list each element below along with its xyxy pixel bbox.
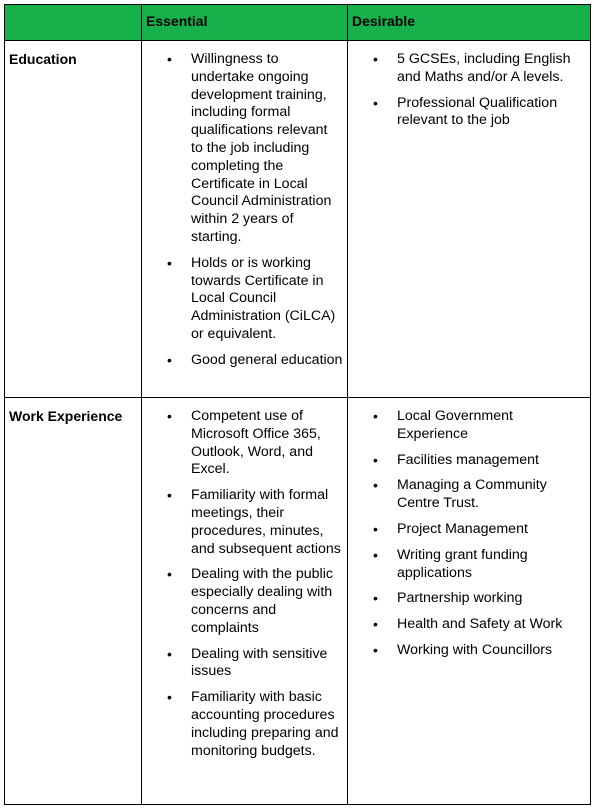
list-item [352,642,586,660]
bullet-icon: • [167,254,172,271]
list-item [352,408,586,444]
desirable-cell [348,398,591,805]
header-essential: Essential [142,5,348,41]
list-item-text: 5 GCSEs, including English and Maths and/or A levels. [397,51,571,85]
list-item [352,51,586,87]
row-work-experience [5,398,591,805]
list-item [146,255,343,344]
bullet-icon: • [167,408,172,424]
list-item-text: Managing a Community Centre Trust. [397,477,547,512]
header-desirable: Desirable [348,5,591,41]
list-item-text: Good general education [191,351,343,368]
list-item [352,452,586,470]
bullet-icon: • [373,546,378,563]
list-item-text: Health and Safety at Work [397,616,563,633]
list-item-text: Familiarity with basic accounting procedures including preparing and monitoring budgets. [191,689,339,759]
list-item [352,547,586,583]
person-specification-table [4,4,591,805]
list-item [352,521,586,539]
bullet-icon: • [373,451,378,468]
list-item-text: Holds or is working towards Certificate in Local Council Administration (CiLCA) or equivalent. [191,254,336,342]
list-item-text: Willingness to undertake ongoing development training, including formal qualifications relevant to the job including completing the Certificate in Local Council Administration within 2 years of starting. [191,51,332,245]
row-label: Work Experience [5,398,142,805]
bullet-icon: • [167,487,172,504]
list-item-text: Facilities management [397,451,539,468]
list-item-text: Working with Councillors [397,641,553,658]
list-item-text: Dealing with the public especially dealing with concerns and complaints [191,566,333,636]
list-item [352,477,586,513]
bullet-icon: • [373,477,378,494]
essential-list [146,51,343,370]
list-item [146,566,343,637]
list-item-text: Local Government Experience [397,408,513,442]
list-item [146,352,343,370]
bullet-icon: • [167,689,172,706]
list-item [146,408,343,479]
bullet-icon: • [373,408,378,424]
desirable-list [352,51,586,130]
essential-list [146,408,343,760]
list-item-text: Dealing with sensitive issues [191,645,328,680]
row-label: Education [5,41,142,398]
bullet-icon: • [373,94,378,111]
bullet-icon: • [167,51,172,67]
list-item-text: Professional Qualification relevant to the job [397,94,558,129]
bullet-icon: • [373,641,378,658]
list-item-text: Familiarity with formal meetings, their procedures, minutes, and subsequent actions [191,487,341,557]
row-education [5,41,591,398]
list-item [146,689,343,760]
list-item-text: Competent use of Microsoft Office 365, Outlook, Word, and Excel. [191,408,321,478]
list-item-text: Writing grant funding applications [397,546,528,581]
list-item-text: Partnership working [397,590,523,607]
list-item-text: Project Management [397,520,528,537]
bullet-icon: • [167,351,172,368]
desirable-cell [348,41,591,398]
desirable-list [352,408,586,660]
essential-cell [142,41,348,398]
list-item [352,95,586,131]
bullet-icon: • [373,520,378,537]
bullet-icon: • [373,616,378,633]
bullet-icon: • [373,590,378,607]
header-row [5,5,591,41]
list-item [146,51,343,247]
essential-cell [142,398,348,805]
list-item [352,590,586,608]
bullet-icon: • [167,566,172,583]
list-item [146,487,343,558]
bullet-icon: • [167,645,172,662]
list-item [352,616,586,634]
header-blank [5,5,142,41]
list-item [146,646,343,682]
bullet-icon: • [373,51,378,67]
